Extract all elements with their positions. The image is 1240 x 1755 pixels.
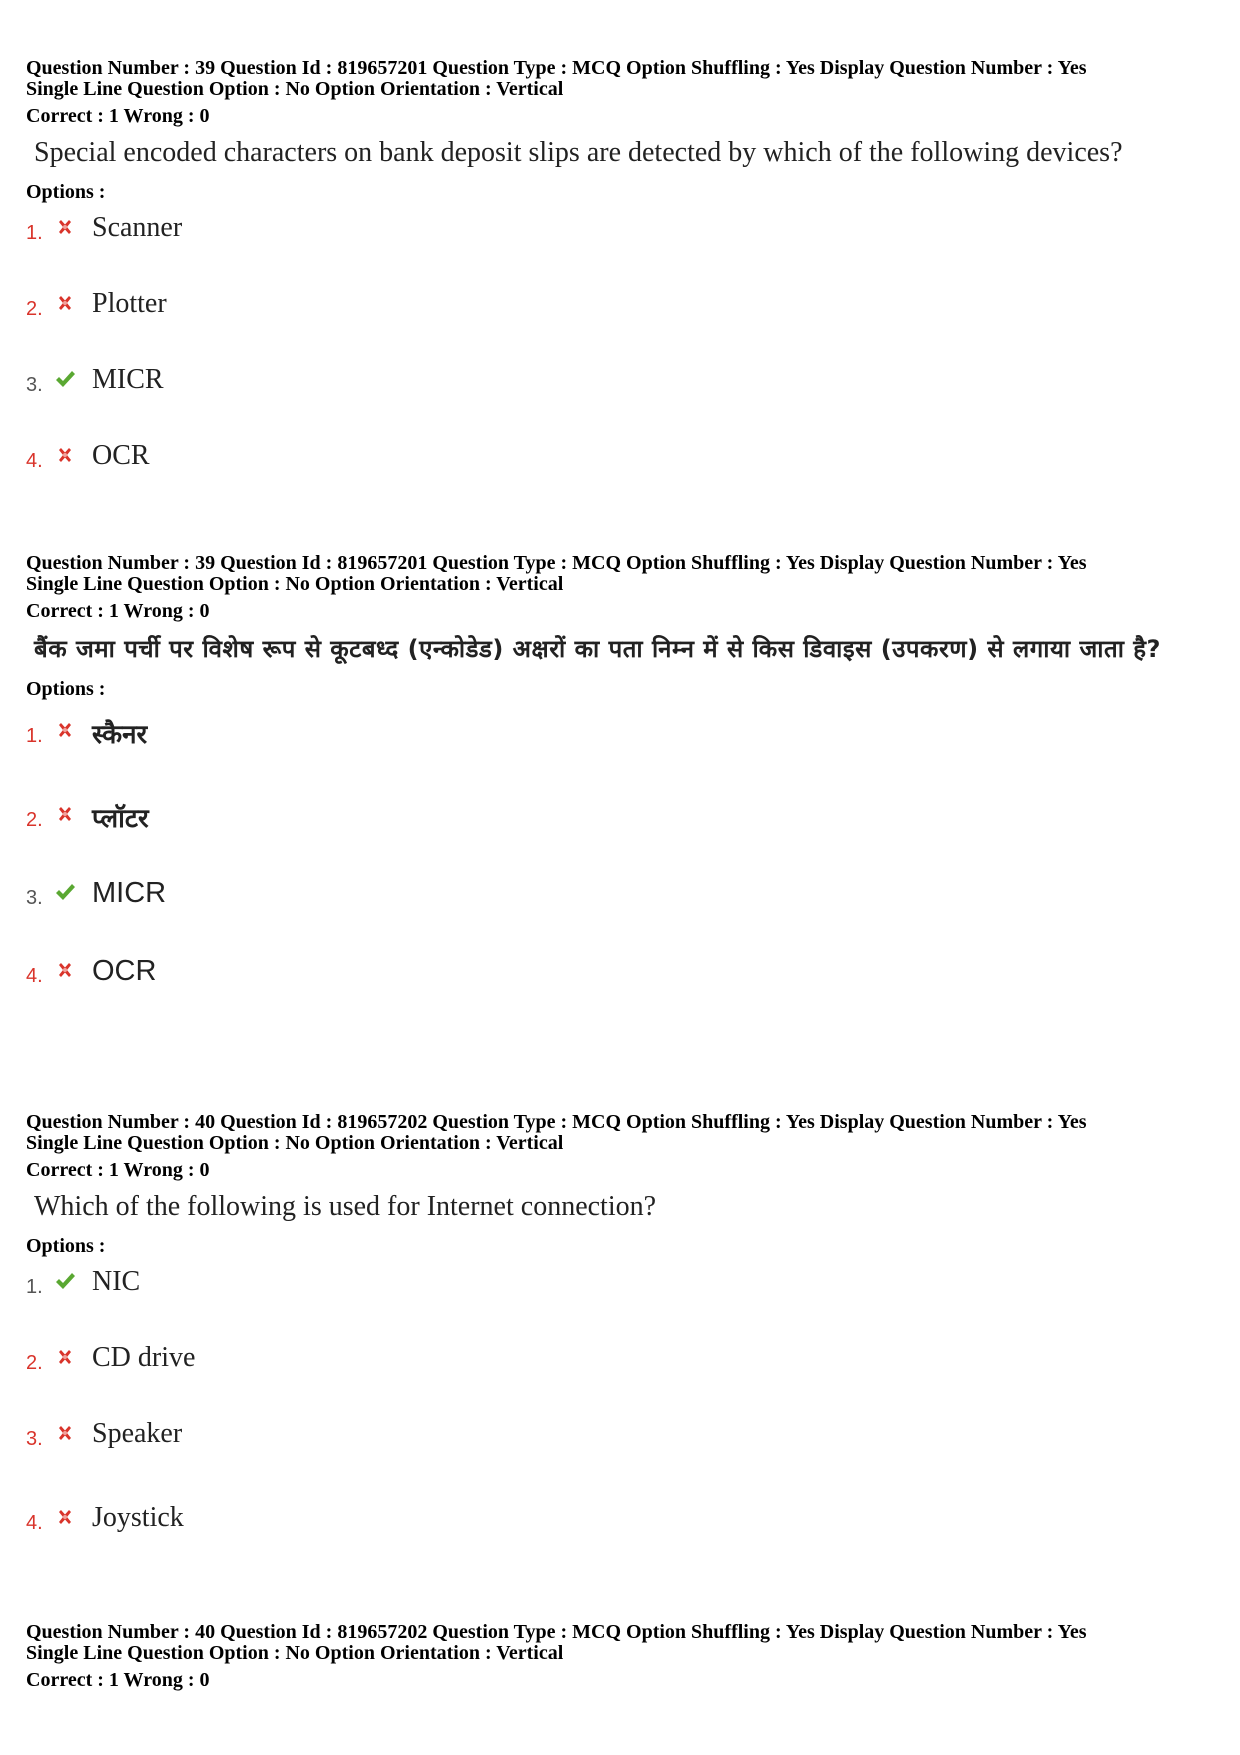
option-text: OCR: [92, 440, 150, 471]
question-meta-line: Question Number : 39 Question Id : 819657201 Question Type : MCQ Option Shuffling : Yes Display Question Number : Yes: [26, 57, 1087, 79]
cross-icon: [54, 292, 76, 314]
cross-icon: [54, 216, 76, 238]
question-text: Special encoded characters on bank deposit slips are detected by which of the following devices?: [34, 137, 1123, 168]
option-item: [26, 1502, 1214, 1536]
option-text: Scanner: [92, 212, 183, 243]
cross-icon: [54, 1422, 76, 1444]
cross-icon: [54, 959, 76, 981]
question-block-39-hindi: [26, 553, 1214, 989]
question-block-40-english: [26, 1112, 1214, 1536]
question-meta-line: Single Line Question Option : No Option Orientation : Vertical: [26, 78, 564, 100]
cross-icon: [54, 1506, 76, 1528]
option-text: Joystick: [92, 1502, 184, 1533]
option-text: NIC: [92, 1266, 141, 1297]
option-item: [26, 877, 1214, 955]
option-item: [26, 212, 1214, 288]
options-label: Options :: [26, 678, 106, 700]
question-text: Which of the following is used for Internet connection?: [34, 1191, 657, 1222]
question-meta-line: Question Number : 40 Question Id : 819657202 Question Type : MCQ Option Shuffling : Yes Display Question Number : Yes: [26, 1621, 1087, 1643]
option-text: MICR: [92, 877, 167, 909]
option-item: [26, 288, 1214, 364]
option-item: [26, 955, 1214, 989]
option-text: Plotter: [92, 288, 167, 319]
check-icon: [54, 881, 76, 903]
question-meta-line: Question Number : 39 Question Id : 819657201 Question Type : MCQ Option Shuffling : Yes Display Question Number : Yes: [26, 552, 1087, 574]
question-block-39-english: [26, 58, 1214, 474]
option-item: [26, 715, 1214, 799]
option-text: MICR: [92, 364, 164, 395]
option-item: [26, 799, 1214, 877]
option-number: 3.: [26, 1428, 43, 1450]
scoring-line: Correct : 1 Wrong : 0: [26, 1669, 210, 1691]
option-item: [26, 364, 1214, 440]
option-item: [26, 1418, 1214, 1502]
option-text: प्लॉटर: [92, 804, 149, 834]
scoring-line: Correct : 1 Wrong : 0: [26, 105, 210, 127]
option-text: OCR: [92, 955, 157, 987]
question-meta-line: Single Line Question Option : No Option Orientation : Vertical: [26, 1132, 564, 1154]
question-meta-line: Single Line Question Option : No Option Orientation : Vertical: [26, 573, 564, 595]
question-block-40-hindi: [26, 1622, 1214, 1691]
scoring-line: Correct : 1 Wrong : 0: [26, 1159, 210, 1181]
option-number: 1.: [26, 222, 43, 244]
option-item: [26, 440, 1214, 474]
scoring-line: Correct : 1 Wrong : 0: [26, 600, 210, 622]
option-number: 1.: [26, 725, 43, 747]
option-number: 1.: [26, 1276, 43, 1298]
options-label: Options :: [26, 181, 106, 203]
cross-icon: [54, 719, 76, 741]
check-icon: [54, 368, 76, 390]
option-number: 2.: [26, 1352, 43, 1374]
options-label: Options :: [26, 1235, 106, 1257]
question-meta-line: Single Line Question Option : No Option Orientation : Vertical: [26, 1642, 564, 1664]
option-item: [26, 1266, 1214, 1342]
question-meta-line: Question Number : 40 Question Id : 819657202 Question Type : MCQ Option Shuffling : Yes Display Question Number : Yes: [26, 1111, 1087, 1133]
option-number: 4.: [26, 450, 43, 472]
option-number: 3.: [26, 887, 43, 909]
option-number: 2.: [26, 298, 43, 320]
check-icon: [54, 1270, 76, 1292]
option-number: 2.: [26, 809, 43, 831]
cross-icon: [54, 1346, 76, 1368]
question-text: बैंक जमा पर्ची पर विशेष रूप से कूटबध्द (एन्कोडेड) अक्षरों का पता निम्न में से किस डिवाइस (उपकरण) से लगाया जाता है?: [34, 635, 1161, 663]
cross-icon: [54, 803, 76, 825]
cross-icon: [54, 444, 76, 466]
option-number: 4.: [26, 1512, 43, 1534]
option-text: CD drive: [92, 1342, 196, 1373]
option-item: [26, 1342, 1214, 1418]
option-text: Speaker: [92, 1418, 183, 1449]
option-number: 4.: [26, 965, 43, 987]
option-text: स्कैनर: [92, 720, 148, 750]
option-number: 3.: [26, 374, 43, 396]
